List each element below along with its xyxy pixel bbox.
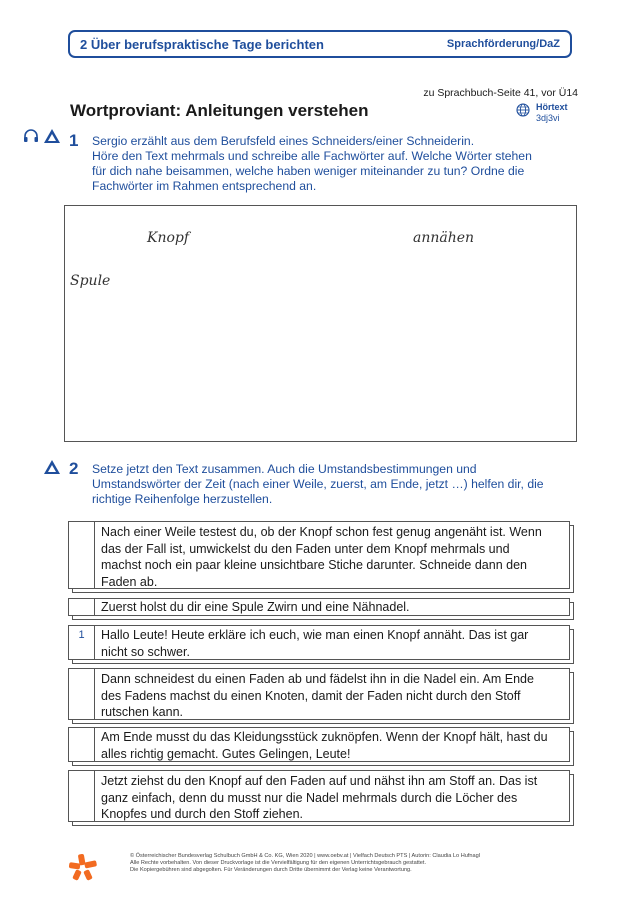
order-number-box[interactable]: [69, 669, 95, 719]
headphones-icon: [23, 128, 39, 144]
instruction-line: Fachwörter im Rahmen entsprechend an.: [92, 179, 317, 193]
strip-text: [95, 771, 543, 821]
book-reference: zu Sprachbuch-Seite 41, vor Ü14: [423, 87, 578, 99]
strip-line: machst noch ein paar kleine unsichtbare Stiche darunter. Schneide dann den: [101, 558, 527, 572]
chapter-title: 2 Über berufspraktische Tage berichten: [80, 37, 324, 52]
strip-line: alles richtig gemacht. Gutes Gelingen, Leute!: [101, 746, 351, 761]
strip-line: Faden ab.: [101, 574, 158, 589]
strip-line: Dann schneidest du einen Faden ab und fädelst ihn in die Nadel ein. Am Ende: [101, 672, 534, 686]
task-2-number: 2: [69, 459, 79, 478]
instruction-line: Setze jetzt den Text zusammen. Auch die Umstandsbestimmungen und: [92, 462, 477, 476]
order-number-box[interactable]: [69, 599, 95, 615]
task-1-number: 1: [69, 131, 79, 150]
strip-line: rutschen kann.: [101, 705, 183, 719]
text-strip[interactable]: [68, 727, 570, 762]
strip-line: das der Fall ist, umwickelst du den Faden unter dem Knopf mehrmals und: [101, 541, 510, 556]
handwritten-word: annähen: [413, 230, 475, 246]
footer-line: Die Kopiergebühren sind abgegolten. Für Veränderungen durch Dritte übernimmt der Verlag keine Verantwortung.: [130, 867, 412, 874]
strip-line: ganz einfach, denn du musst nur die Nadel mehrmals durch die Löcher des: [101, 790, 518, 805]
strip-line: Hallo Leute! Heute erkläre ich euch, wie man einen Knopf annäht. Das ist gar: [101, 628, 529, 642]
instruction-line: Umstandswörter der Zeit (nach einer Weile, zuerst, am Ende, jetzt …) helfen dir, die: [92, 477, 544, 491]
task-1-instructions: [92, 134, 572, 194]
order-number-box[interactable]: [69, 728, 95, 761]
strip-line: Zuerst holst du dir eine Spule Zwirn und eine Nähnadel.: [101, 600, 410, 614]
order-number-box[interactable]: [69, 771, 95, 821]
footer-line: Alle Rechte vorbehalten. Von dieser Druckvorlage ist die Vervielfältigung für den eigenen Unterrichtsgebrauch gestattet.: [130, 860, 427, 867]
handwritten-word: Spule: [70, 273, 111, 289]
strip-line: des Fadens machst du einen Knoten, damit der Faden nicht durch den Stoff: [101, 688, 521, 703]
subject-label: Sprachförderung/DaZ: [446, 38, 560, 50]
globe-icon[interactable]: [516, 103, 530, 117]
instruction-line: für dich nahe beisammen, welche haben weniger miteinander zu tun? Ordne die: [92, 164, 525, 178]
footer-line: © Österreichischer Bundesverlag Schulbuch GmbH & Co. KG, Wien 2020 | www.oebv.at | Vielfach Deutsch PTS | Autorin: Claudia Lo Hufnagl: [130, 853, 480, 859]
strip-text: [95, 728, 554, 761]
audio-code: 3dj3vi: [536, 113, 560, 123]
strip-text: [95, 522, 548, 588]
order-number-box[interactable]: 1: [69, 626, 95, 659]
mountain-icon: [43, 128, 61, 144]
page-title: Wortproviant: Anleitungen verstehen: [70, 101, 369, 120]
mountain-icon: [43, 459, 61, 475]
task-2-instructions: [92, 462, 572, 507]
strip-text: [95, 626, 534, 659]
header-bar: [68, 30, 572, 58]
strip-text: [95, 669, 540, 719]
strip-line: Jetzt ziehst du den Knopf auf den Faden auf und nähst ihn am Stoff an. Das ist: [101, 774, 538, 788]
text-strip[interactable]: [68, 521, 570, 589]
footer-copyright: [130, 853, 590, 875]
strip-line: Nach einer Weile testest du, ob der Knopf schon fest genug angenäht ist. Wenn: [101, 525, 542, 539]
word-frame[interactable]: [64, 205, 577, 442]
strip-line: nicht so schwer.: [101, 644, 190, 659]
text-strip[interactable]: [68, 625, 570, 660]
instruction-line: Höre den Text mehrmals und schreibe alle Fachwörter auf. Welche Wörter stehen: [92, 149, 532, 163]
order-number-box[interactable]: [69, 522, 95, 588]
audio-link[interactable]: Hörtext: [536, 102, 568, 112]
instruction-line: richtige Reihenfolge herzustellen.: [92, 492, 273, 506]
strip-text: [95, 599, 416, 615]
text-strip[interactable]: [68, 598, 570, 616]
instruction-line: Sergio erzählt aus dem Berufsfeld eines Schneiders/einer Schneiderin.: [92, 134, 475, 148]
strip-line: Am Ende musst du das Kleidungsstück zuknöpfen. Wenn der Knopf hält, hast du: [101, 730, 548, 744]
strip-line: Knopfes und durch den Stoff ziehen.: [101, 807, 304, 821]
handwritten-word: Knopf: [147, 230, 190, 246]
text-strip[interactable]: [68, 668, 570, 720]
publisher-logo-icon: [68, 853, 98, 881]
text-strip[interactable]: [68, 770, 570, 822]
